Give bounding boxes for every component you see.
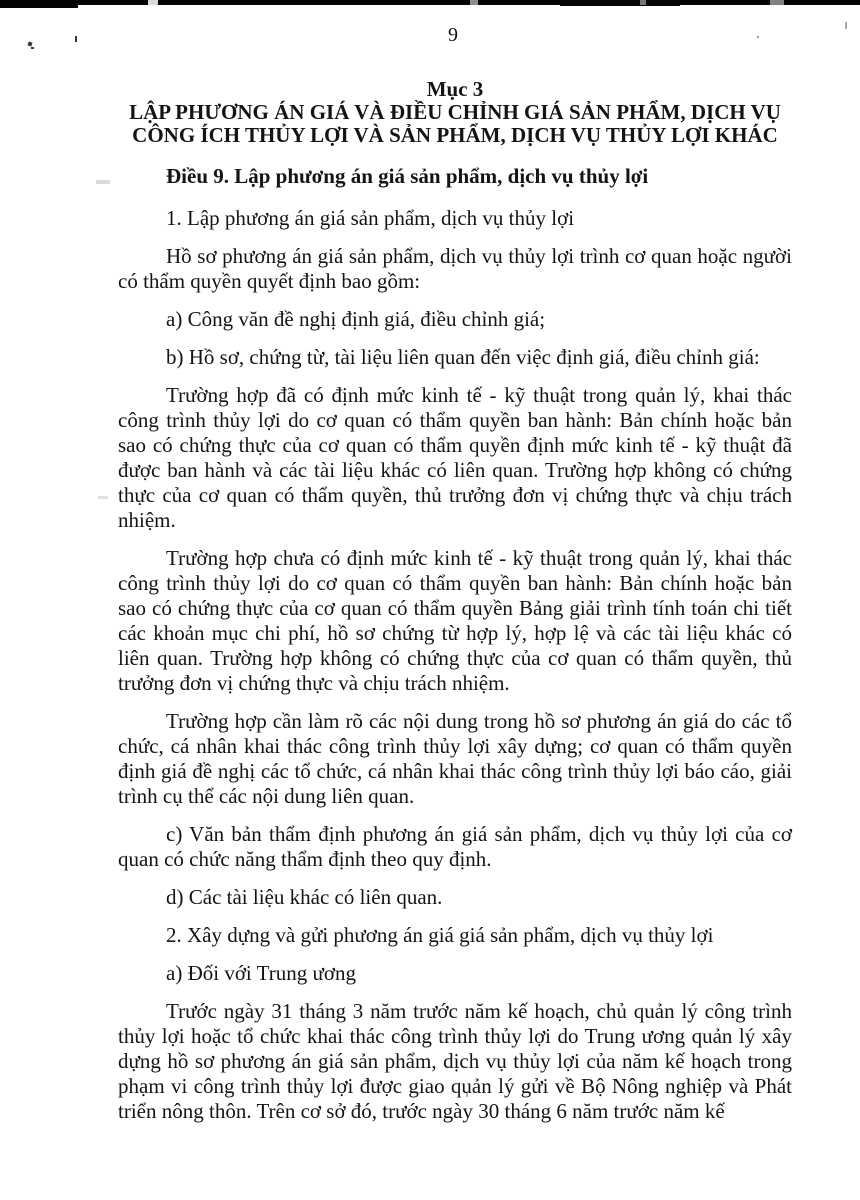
paragraph-item-2: 2. Xây dựng và gửi phương án giá giá sản phẩm, dịch vụ thủy lợi	[166, 923, 714, 947]
scan-edge-gap	[770, 0, 784, 5]
paragraph-point-b: b) Hồ sơ, chứng từ, tài liệu liên quan đến việc định giá, điều chỉnh giá:	[166, 345, 760, 369]
scan-edge-gap	[148, 0, 158, 5]
scan-edge-artifact	[0, 0, 78, 8]
section-title-line-1: LẬP PHƯƠNG ÁN GIÁ VÀ ĐIỀU CHỈNH GIÁ SẢN PHẨM, DỊCH VỤ	[129, 100, 781, 124]
paragraph-truonghop-da-co: Trường hợp đã có định mức kinh tế - kỹ thuật trong quản lý, khai thác công trình thủy lợi do cơ quan có thẩm quyền ban hành: Bản chính hoặc bản sao có chứng thực của cơ quan có thẩm quyền định mức kinh tế - kỹ thuật đã được ban hành và các tài liệu khác có liên quan. Trường hợp không có chứng thực của cơ quan có thẩm quyền, thủ trưởng đơn vị chứng thực và chịu trách nhiệm.	[118, 383, 792, 532]
section-label: Mục 3	[426, 77, 484, 101]
paragraph-item-1: 1. Lập phương án giá sản phẩm, dịch vụ thủy lợi	[166, 206, 575, 230]
scan-edge-artifact	[0, 0, 860, 5]
document-body	[118, 78, 792, 1137]
paragraph-truonghop-chua-co: Trường hợp chưa có định mức kinh tế - kỹ thuật trong quản lý, khai thác công trình thủy lợi do cơ quan có thẩm quyền ban hành: Bản chính hoặc bản sao có chứng thực của cơ quan có thẩm quyền Bảng giải trình tính toán chi tiết các khoản mục chi phí, hồ sơ chứng từ hợp lý, hợp lệ và các tài liệu khác có liên quan. Trường hợp không có chứng thực của cơ quan có thẩm quyền, thủ trưởng đơn vị chứng thực và chịu trách nhiệm.	[118, 546, 792, 695]
article-heading: Điều 9. Lập phương án giá sản phẩm, dịch vụ thủy lợi	[166, 164, 649, 188]
paragraph-truoc-ngay-31: Trước ngày 31 tháng 3 năm trước năm kế hoạch, chủ quản lý công trình thủy lợi hoặc tổ chức khai thác công trình thủy lợi do Trung ương quản lý xây dựng hồ sơ phương án giá sản phẩm, dịch vụ thủy lợi của năm kế hoạch trong phạm vi công trình thủy lợi được giao quản lý gửi về Bộ Nông nghiệp và Phát triển nông thôn. Trên cơ sở đó, trước ngày 30 tháng 6 năm trước năm kế	[118, 999, 792, 1123]
paragraph-point-a: a) Công văn đề nghị định giá, điều chỉnh giá;	[166, 307, 546, 331]
paragraph-truonghop-lam-ro: Trường hợp cần làm rõ các nội dung trong hồ sơ phương án giá do các tổ chức, cá nhân khai thác công trình thủy lợi xây dựng; cơ quan có thẩm quyền định giá đề nghị các tổ chức, cá nhân khai thác công trình thủy lợi báo cáo, giải trình cụ thể các nội dung liên quan.	[118, 709, 792, 808]
scan-smudge	[96, 180, 110, 184]
paragraph-hosophuongan: Hồ sơ phương án giá sản phẩm, dịch vụ thủy lợi trình cơ quan hoặc người có thẩm quyền quyết định bao gồm:	[118, 244, 792, 293]
scan-speck	[845, 22, 847, 29]
paragraph-point-a-trunguong: a) Đối với Trung ương	[166, 961, 356, 985]
paragraph-point-c: c) Văn bản thẩm định phương án giá sản phẩm, dịch vụ thủy lợi của cơ quan có chức năng thẩm định theo quy định.	[118, 822, 792, 871]
paragraph-point-d: d) Các tài liệu khác có liên quan.	[166, 885, 443, 909]
scan-speck	[27, 41, 32, 46]
scan-edge-artifact	[560, 0, 680, 6]
scan-speck	[757, 36, 759, 38]
section-title-line-2: CÔNG ÍCH THỦY LỢI VÀ SẢN PHẨM, DỊCH VỤ THỦY LỢI KHÁC	[132, 123, 778, 147]
scan-edge-gap	[640, 0, 646, 5]
scan-smudge	[98, 496, 108, 499]
page-number: 9	[448, 24, 458, 46]
scan-edge-gap	[470, 0, 478, 5]
scan-speck	[75, 36, 77, 42]
scan-speck	[31, 47, 34, 49]
